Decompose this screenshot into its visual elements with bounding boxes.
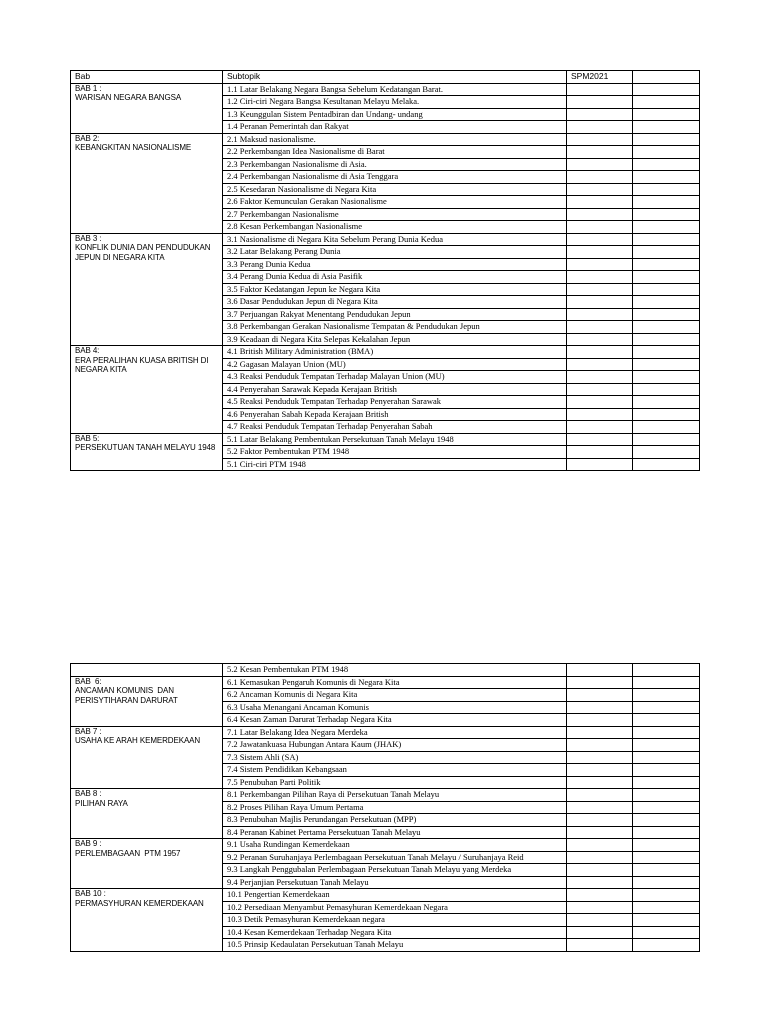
subtopik-cell: 7.3 Sistem Ahli (SA) — [223, 751, 567, 764]
extra-cell — [633, 676, 700, 689]
subtopik-cell: 3.3 Perang Dunia Kedua — [223, 258, 567, 271]
spm-cell — [567, 739, 633, 752]
extra-cell — [633, 939, 700, 952]
extra-cell — [633, 371, 700, 384]
table-row — [71, 726, 700, 739]
subtopik-cell: 4.4 Penyerahan Sarawak Kepada Kerajaan British — [223, 383, 567, 396]
spm-cell — [567, 726, 633, 739]
extra-cell — [633, 246, 700, 259]
subtopik-cell: 6.4 Kesan Zaman Darurat Terhadap Negara Kita — [223, 714, 567, 727]
spm-cell — [567, 926, 633, 939]
table-row — [71, 839, 700, 852]
subtopik-cell: 8.4 Peranan Kabinet Pertama Persekutuan Tanah Melayu — [223, 826, 567, 839]
spm-cell — [567, 321, 633, 334]
extra-cell — [633, 889, 700, 902]
syllabus-table-2 — [70, 663, 700, 952]
subtopik-cell: 1.2 Ciri-ciri Negara Bangsa Kesultanan Melayu Melaka. — [223, 96, 567, 109]
spm-cell — [567, 914, 633, 927]
subtopik-cell: 4.1 British Military Administration (BMA) — [223, 346, 567, 359]
bab-cell: BAB 7 : USAHA KE ARAH KEMERDEKAAN — [71, 726, 223, 789]
subtopik-cell: 3.5 Faktor Kedatangan Jepun ke Negara Kita — [223, 283, 567, 296]
subtopik-cell: 6.3 Usaha Menangani Ancaman Komunis — [223, 701, 567, 714]
spm-cell — [567, 246, 633, 259]
spm-cell — [567, 196, 633, 209]
spm-cell — [567, 333, 633, 346]
table-row — [71, 433, 700, 446]
spm-cell — [567, 396, 633, 409]
spm-cell — [567, 183, 633, 196]
spm-cell — [567, 901, 633, 914]
spm-cell — [567, 814, 633, 827]
spm-cell — [567, 96, 633, 109]
subtopik-cell: 7.5 Penubuhan Parti Politik — [223, 776, 567, 789]
subtopik-cell: 4.5 Reaksi Penduduk Tempatan Terhadap Penyerahan Sarawak — [223, 396, 567, 409]
spm-cell — [567, 108, 633, 121]
bab-cell: BAB 8 : PILIHAN RAYA — [71, 789, 223, 839]
extra-cell — [633, 121, 700, 134]
subtopik-cell: 5.2 Faktor Pembentukan PTM 1948 — [223, 446, 567, 459]
extra-cell — [633, 308, 700, 321]
subtopik-cell: 3.7 Perjuangan Rakyat Menentang Pendudukan Jepun — [223, 308, 567, 321]
subtopik-cell: 10.3 Detik Pemasyhuran Kemerdekaan negara — [223, 914, 567, 927]
spm-cell — [567, 133, 633, 146]
subtopik-cell: 5.1 Latar Belakang Pembentukan Persekutuan Tanah Melayu 1948 — [223, 433, 567, 446]
bab-cell — [71, 664, 223, 677]
extra-cell — [633, 133, 700, 146]
bab-cell: BAB 5: PERSEKUTUAN TANAH MELAYU 1948 — [71, 433, 223, 471]
spm-cell — [567, 433, 633, 446]
extra-cell — [633, 789, 700, 802]
spm-cell — [567, 233, 633, 246]
extra-cell — [633, 183, 700, 196]
subtopik-cell: 8.1 Perkembangan Pilihan Raya di Persekutuan Tanah Melayu — [223, 789, 567, 802]
extra-cell — [633, 689, 700, 702]
spm-cell — [567, 271, 633, 284]
extra-cell — [633, 321, 700, 334]
subtopik-cell: 7.1 Latar Belakang Idea Negara Merdeka — [223, 726, 567, 739]
table-row — [71, 133, 700, 146]
spm-cell — [567, 146, 633, 159]
subtopik-cell: 4.7 Reaksi Penduduk Tempatan Terhadap Penyerahan Sabah — [223, 421, 567, 434]
bab-cell: BAB 9 : PERLEMBAGAAN PTM 1957 — [71, 839, 223, 889]
subtopik-cell: 7.2 Jawatankuasa Hubungan Antara Kaum (JHAK) — [223, 739, 567, 752]
spm-cell — [567, 258, 633, 271]
bab-cell: BAB 3 : KONFLIK DUNIA DAN PENDUDUKAN JEPUN DI NEGARA KITA — [71, 233, 223, 346]
spm-cell — [567, 308, 633, 321]
subtopik-cell: 8.2 Proses Pilihan Raya Umum Pertama — [223, 801, 567, 814]
extra-cell — [633, 258, 700, 271]
subtopik-cell: 2.7 Perkembangan Nasionalisme — [223, 208, 567, 221]
subtopik-cell: 2.6 Faktor Kemunculan Gerakan Nasionalisme — [223, 196, 567, 209]
extra-cell — [633, 446, 700, 459]
bab-cell: BAB 10 : PERMASYHURAN KEMERDEKAAN — [71, 889, 223, 952]
bab-cell: BAB 1 : WARISAN NEGARA BANGSA — [71, 83, 223, 133]
subtopik-cell: 2.5 Kesedaran Nasionalisme di Negara Kita — [223, 183, 567, 196]
extra-cell — [633, 776, 700, 789]
spm-cell — [567, 358, 633, 371]
table-row — [71, 346, 700, 359]
spm-cell — [567, 383, 633, 396]
subtopik-cell: 9.4 Perjanjian Persekutuan Tanah Melayu — [223, 876, 567, 889]
subtopik-cell: 6.2 Ancaman Komunis di Negara Kita — [223, 689, 567, 702]
spm-cell — [567, 458, 633, 471]
subtopik-cell: 4.2 Gagasan Malayan Union (MU) — [223, 358, 567, 371]
header-subtopik: Subtopik — [223, 71, 567, 84]
extra-cell — [633, 96, 700, 109]
subtopik-cell: 3.6 Dasar Pendudukan Jepun di Negara Kita — [223, 296, 567, 309]
subtopik-cell: 10.4 Kesan Kemerdekaan Terhadap Negara Kita — [223, 926, 567, 939]
spm-cell — [567, 171, 633, 184]
spm-cell — [567, 664, 633, 677]
spm-cell — [567, 864, 633, 877]
extra-cell — [633, 396, 700, 409]
extra-cell — [633, 83, 700, 96]
extra-cell — [633, 458, 700, 471]
subtopik-cell: 2.2 Perkembangan Idea Nasionalisme di Barat — [223, 146, 567, 159]
extra-cell — [633, 158, 700, 171]
subtopik-cell: 9.1 Usaha Rundingan Kemerdekaan — [223, 839, 567, 852]
subtopik-cell: 1.1 Latar Belakang Negara Bangsa Sebelum Kedatangan Barat. — [223, 83, 567, 96]
spm-cell — [567, 751, 633, 764]
extra-cell — [633, 433, 700, 446]
extra-cell — [633, 333, 700, 346]
extra-cell — [633, 171, 700, 184]
spm-cell — [567, 446, 633, 459]
extra-cell — [633, 108, 700, 121]
spm-cell — [567, 346, 633, 359]
header-spm: SPM2021 — [567, 71, 633, 84]
subtopik-cell: 2.4 Perkembangan Nasionalisme di Asia Tenggara — [223, 171, 567, 184]
spm-cell — [567, 889, 633, 902]
extra-cell — [633, 358, 700, 371]
spm-cell — [567, 676, 633, 689]
extra-cell — [633, 864, 700, 877]
spm-cell — [567, 789, 633, 802]
subtopik-cell: 10.1 Pengertian Kemerdekaan — [223, 889, 567, 902]
subtopik-cell: 3.4 Perang Dunia Kedua di Asia Pasifik — [223, 271, 567, 284]
extra-cell — [633, 196, 700, 209]
extra-cell — [633, 714, 700, 727]
spm-cell — [567, 221, 633, 234]
extra-cell — [633, 751, 700, 764]
bab-cell: BAB 6: ANCAMAN KOMUNIS DAN PERISYTIHARAN DARURAT — [71, 676, 223, 726]
subtopik-cell: 3.8 Perkembangan Gerakan Nasionalisme Tempatan & Pendudukan Jepun — [223, 321, 567, 334]
table-row — [71, 664, 700, 677]
table-row — [71, 789, 700, 802]
extra-cell — [633, 233, 700, 246]
table-row — [71, 676, 700, 689]
spm-cell — [567, 121, 633, 134]
extra-cell — [633, 383, 700, 396]
spm-cell — [567, 208, 633, 221]
extra-cell — [633, 926, 700, 939]
extra-cell — [633, 701, 700, 714]
subtopik-cell: 10.5 Prinsip Kedaulatan Persekutuan Tanah Melayu — [223, 939, 567, 952]
spm-cell — [567, 83, 633, 96]
table-row — [71, 233, 700, 246]
extra-cell — [633, 421, 700, 434]
subtopik-cell: 3.1 Nasionalisme di Negara Kita Sebelum Perang Dunia Kedua — [223, 233, 567, 246]
spm-cell — [567, 876, 633, 889]
subtopik-cell: 7.4 Sistem Pendidikan Kebangsaan — [223, 764, 567, 777]
extra-cell — [633, 346, 700, 359]
header-row — [71, 71, 700, 84]
spm-cell — [567, 714, 633, 727]
spm-cell — [567, 408, 633, 421]
spm-cell — [567, 839, 633, 852]
table-row — [71, 83, 700, 96]
spm-cell — [567, 826, 633, 839]
subtopik-cell: 9.3 Langkah Penggubalan Perlembagaan Persekutuan Tanah Melayu yang Merdeka — [223, 864, 567, 877]
subtopik-cell: 5.1 Ciri-ciri PTM 1948 — [223, 458, 567, 471]
bab-cell: BAB 4: ERA PERALIHAN KUASA BRITISH DI NEGARA KITA — [71, 346, 223, 434]
extra-cell — [633, 283, 700, 296]
extra-cell — [633, 814, 700, 827]
extra-cell — [633, 296, 700, 309]
extra-cell — [633, 739, 700, 752]
extra-cell — [633, 221, 700, 234]
header-extra — [633, 71, 700, 84]
extra-cell — [633, 271, 700, 284]
spm-cell — [567, 776, 633, 789]
extra-cell — [633, 876, 700, 889]
syllabus-table-1 — [70, 70, 700, 471]
spm-cell — [567, 421, 633, 434]
extra-cell — [633, 901, 700, 914]
subtopik-cell: 1.3 Keunggulan Sistem Pentadbiran dan Undang- undang — [223, 108, 567, 121]
table-row — [71, 889, 700, 902]
subtopik-cell: 5.2 Kesan Pembentukan PTM 1948 — [223, 664, 567, 677]
subtopik-cell: 2.1 Maksud nasionalisme. — [223, 133, 567, 146]
spm-cell — [567, 801, 633, 814]
bab-cell: BAB 2: KEBANGKITAN NASIONALISME — [71, 133, 223, 233]
extra-cell — [633, 851, 700, 864]
subtopik-cell: 10.2 Persediaan Menyambut Pemasyhuran Kemerdekaan Negara — [223, 901, 567, 914]
subtopik-cell: 4.6 Penyerahan Sabah Kepada Kerajaan British — [223, 408, 567, 421]
spm-cell — [567, 939, 633, 952]
extra-cell — [633, 146, 700, 159]
header-bab: Bab — [71, 71, 223, 84]
extra-cell — [633, 764, 700, 777]
extra-cell — [633, 839, 700, 852]
extra-cell — [633, 801, 700, 814]
spm-cell — [567, 701, 633, 714]
subtopik-cell: 1.4 Peranan Pemerintah dan Rakyat — [223, 121, 567, 134]
spm-cell — [567, 689, 633, 702]
subtopik-cell: 4.3 Reaksi Penduduk Tempatan Terhadap Malayan Union (MU) — [223, 371, 567, 384]
extra-cell — [633, 408, 700, 421]
subtopik-cell: 2.3 Perkembangan Nasionalisme di Asia. — [223, 158, 567, 171]
spm-cell — [567, 158, 633, 171]
spm-cell — [567, 764, 633, 777]
spm-cell — [567, 371, 633, 384]
subtopik-cell: 3.9 Keadaan di Negara Kita Selepas Kekalahan Jepun — [223, 333, 567, 346]
subtopik-cell: 9.2 Peranan Suruhanjaya Perlembagaan Persekutuan Tanah Melayu / Suruhanjaya Reid — [223, 851, 567, 864]
spm-cell — [567, 851, 633, 864]
spm-cell — [567, 296, 633, 309]
subtopik-cell: 8.3 Penubuhan Majlis Perundangan Persekutuan (MPP) — [223, 814, 567, 827]
spm-cell — [567, 283, 633, 296]
extra-cell — [633, 664, 700, 677]
extra-cell — [633, 208, 700, 221]
extra-cell — [633, 914, 700, 927]
extra-cell — [633, 726, 700, 739]
subtopik-cell: 6.1 Kemasukan Pengaruh Komunis di Negara Kita — [223, 676, 567, 689]
extra-cell — [633, 826, 700, 839]
subtopik-cell: 2.8 Kesan Perkembangan Nasionalisme — [223, 221, 567, 234]
subtopik-cell: 3.2 Latar Belakang Perang Dunia — [223, 246, 567, 259]
